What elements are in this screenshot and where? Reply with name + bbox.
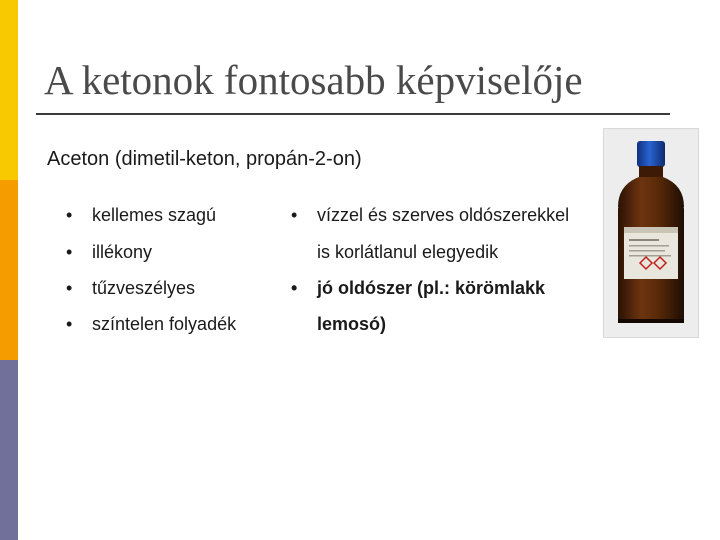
acetone-bottle-image: [604, 129, 698, 337]
bullet-text: jó oldószer (pl.: körömlakk: [317, 278, 546, 298]
bullet-marker: •: [291, 278, 298, 298]
accent-bar-orange: [0, 180, 18, 360]
bottle-cap: [637, 141, 665, 167]
bullet-marker: •: [66, 242, 73, 262]
left-bullet-2: [66, 242, 152, 263]
acetone-bottle-photo: [603, 128, 699, 338]
slide-subtitle: Aceton (dimetil-keton, propán-2-on): [47, 148, 362, 170]
right-bullet-2: [291, 278, 545, 299]
right-bullet-1: [291, 205, 569, 226]
bullet-marker: •: [66, 314, 73, 334]
left-bullet-4: [66, 314, 236, 335]
bullet-text: színtelen folyadék: [92, 314, 237, 334]
bullet-marker: •: [66, 205, 73, 225]
left-bullet-3: [66, 278, 195, 299]
accent-bar-gray: [0, 360, 18, 540]
accent-bar-yellow: [0, 0, 18, 180]
left-bullet-1: [66, 205, 216, 226]
bottle-neck: [639, 166, 663, 178]
bullet-text: illékony: [92, 242, 153, 262]
right-bullet-1-continuation: is korlátlanul elegyedik: [317, 242, 499, 262]
slide-title: A ketonok fontosabb képviselője: [44, 57, 583, 103]
bullet-text: kellemes szagú: [92, 205, 217, 225]
bullet-text: vízzel és szerves oldószerekkel: [317, 205, 570, 225]
bullet-marker: •: [66, 278, 73, 298]
right-bullet-2-continuation: lemosó): [317, 314, 387, 334]
bottle-label: [624, 227, 678, 279]
bullet-marker: •: [291, 205, 298, 225]
bullet-text: tűzveszélyes: [92, 278, 196, 298]
title-underline: [36, 113, 670, 115]
bottle-shoulder: [618, 177, 684, 207]
